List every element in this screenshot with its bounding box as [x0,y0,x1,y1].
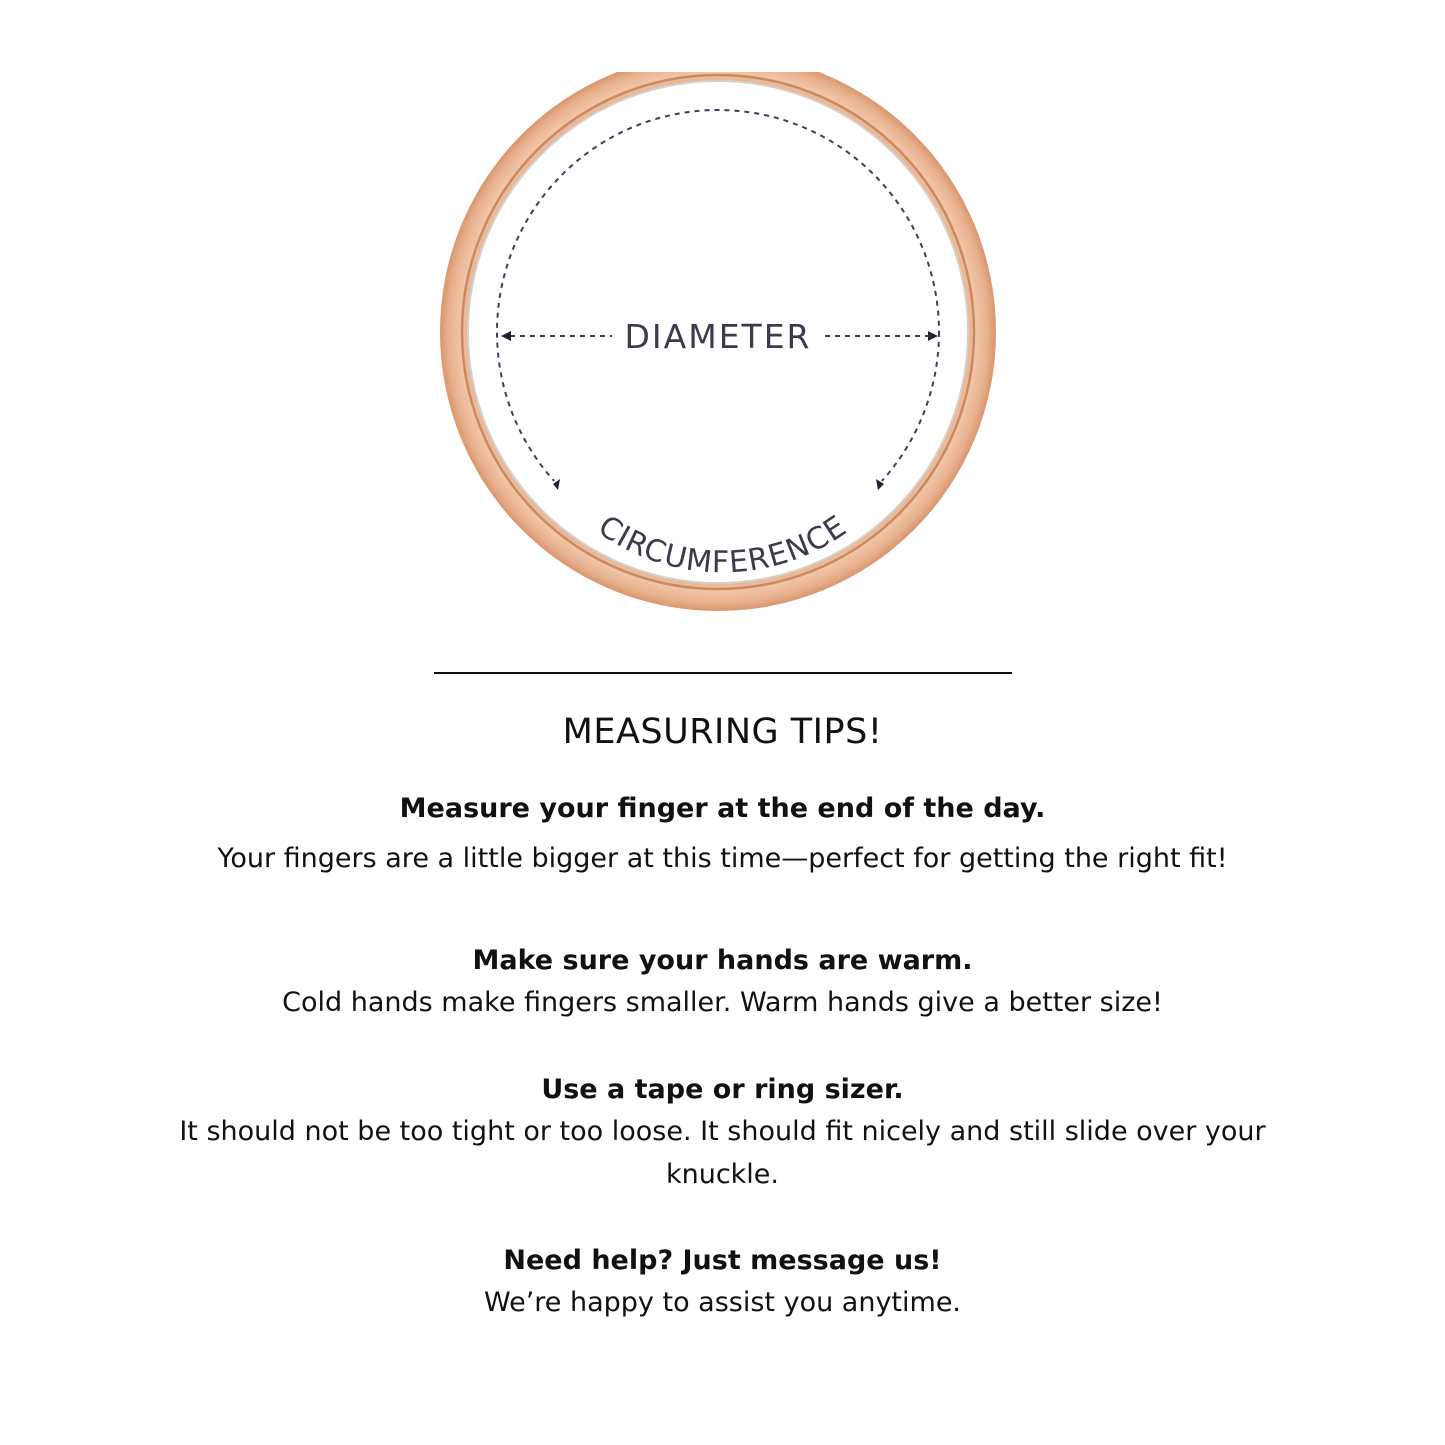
tip-item [150,789,1295,880]
tip-title: Use a tape or ring sizer. [541,1074,904,1105]
tip-title: Measure your finger at the end of the day. [399,793,1046,824]
tips-heading: MEASURING TIPS! [562,712,883,752]
tip-body: We’re happy to assist you anytime. [483,1287,962,1318]
tip-item [150,1241,1295,1324]
tip-title: Need help? Just message us! [503,1245,942,1276]
section-divider [434,672,1012,674]
tip-title: Make sure your hands are warm. [472,945,973,976]
tip-body: Cold hands make fingers smaller. Warm hands give a better size! [282,987,1163,1018]
tip-item [150,1070,1295,1196]
tip-body: Your fingers are a little bigger at this time—perfect for getting the right fit! [217,843,1228,874]
circumference-label: CIRCUMFERENCE [591,508,854,581]
diameter-label: DIAMETER [624,317,812,356]
ring-size-diagram [430,72,1010,632]
tip-body: It should not be too tight or too loose. It should fit nicely and still slide over your knuckle. [179,1116,1266,1190]
tip-item [150,941,1295,1024]
